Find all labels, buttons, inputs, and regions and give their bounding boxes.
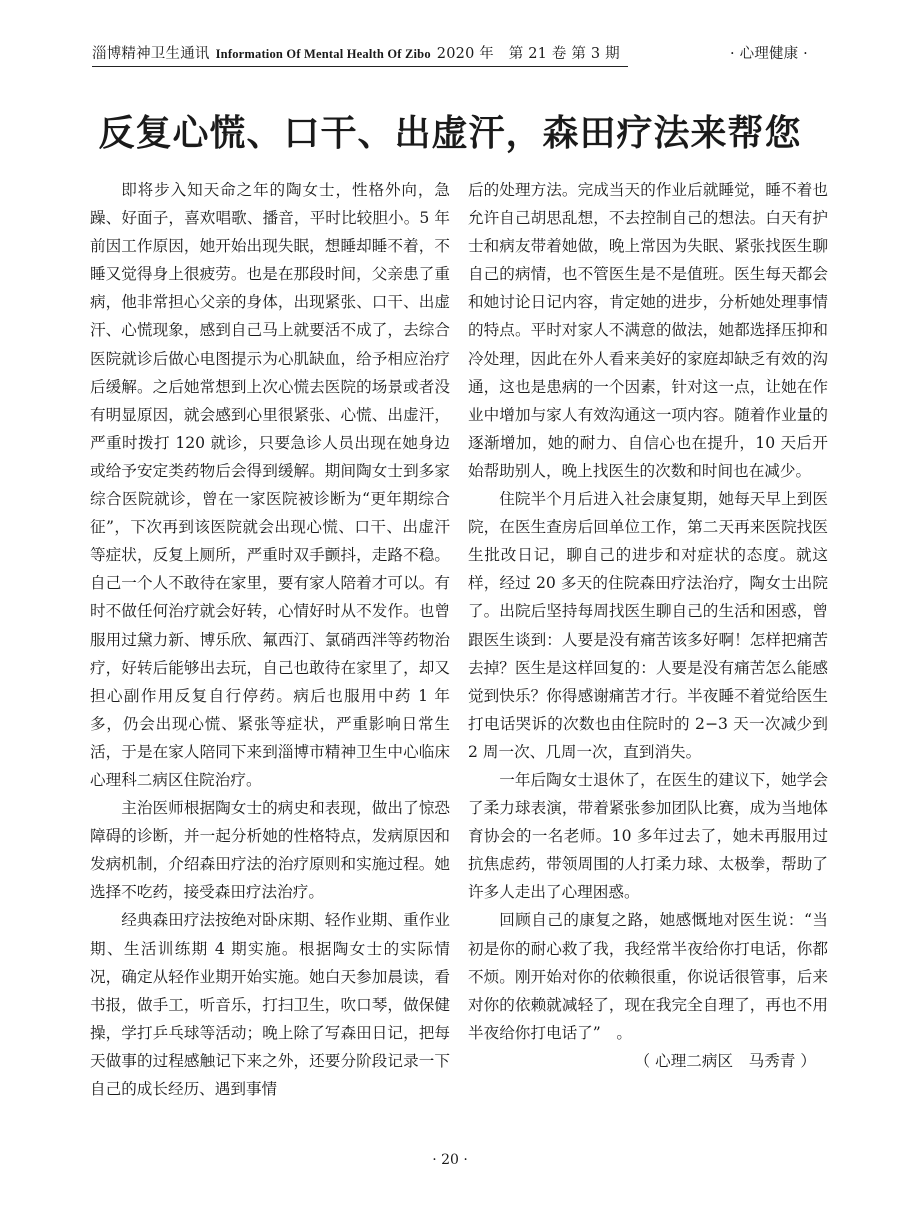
journal-english-name: Information Of Mental Health Of Zibo (215, 47, 431, 61)
journal-name: 淄博精神卫生通讯 (92, 46, 210, 62)
column-right (468, 176, 828, 1075)
author-signature: （ 心理二病区 马秀青 ） (634, 1051, 816, 1070)
paragraph: 住院半个月后进入社会康复期，她每天早上到医院，在医生查房后回单位工作，第二天再来医院找医生批改日记，聊自己的进步和对症状的态度。就这样，经过 20 多天的住院森田疗法治疗，陶女士出院了。出院后坚持每周找医生聊自己的生活和困惑，曾跟医生谈到：人要是没有痛苦该多好啊！怎样把痛苦去掉？医生是这样回复的：人要是没有痛苦怎么能感觉到快乐？你得感谢痛苦才行。半夜睡不着觉给医生打电话哭诉的次数也由住院时的 2−3 天一次减少到 2 周一次、几周一次，直到消失。 (468, 490, 828, 761)
paragraph: 回顾自己的康复之路，她感慨地对医生说：“当初是你的耐心救了我，我经常半夜给你打电话，你都不烦。刚开始对你的依赖很重，你说话很管事，后来对你的依赖就减轻了，现在我完全自理了，再也不用半夜给你打电话了” 。 (468, 911, 828, 1042)
paragraph: 一年后陶女士退休了，在医生的建议下，她学会了柔力球表演，带着紧张参加团队比赛，成为当地体育协会的一名老师。10 多年过去了，她未再服用过抗焦虑药，带领周围的人打柔力球、太极拳，帮助了许多人走出了心理困惑。 (468, 770, 828, 902)
running-header (92, 38, 808, 66)
paragraph: 即将步入知天命之年的陶女士，性格外向，急躁、好面子，喜欢唱歌、播音，平时比较胆小。5 年前因工作原因，她开始出现失眠，想睡却睡不着，不睡又觉得身上很疲劳。也是在那段时间，父亲患了重病，他非常担心父亲的身体，出现紧张、口干、出虚汗、心慌现象，感到自己马上就要活不成了，去综合医院就诊后做心电图提示为心肌缺血，给予相应治疗后缓解。之后她常想到上次心慌去医院的场景或者没有明显原因，就会感到心里很紧张、心慌、出虚汗，严重时拨打 120 就诊，只要急诊人员出现在她身边或给予安定类药物后会得到缓解。期间陶女士到多家综合医院就诊，曾在一家医院被诊断为“更年期综合征”，下次再到该医院就会出现心慌、口干、出虚汗等症状，反复上厕所，严重时双手颤抖，走路不稳。自己一个人不敢待在家里，要有家人陪着才可以。有时不做任何治疗就会好转，心情好时从不发作。也曾服用过黛力新、博乐欣、氟西汀、氯硝西泮等药物治疗，好转后能够出去玩，自己也敢待在家里了，却又担心副作用反复自行停药。病后也服用中药 1 年多，仍会出现心慌、紧张等症状，严重影响日常生活，于是在家人陪同下来到淄博市精神卫生中心临床心理科二病区住院治疗。 (90, 181, 450, 789)
journal-info (92, 44, 620, 64)
page-number: · 20 · (432, 1152, 468, 1168)
paragraph: 主治医师根据陶女士的病史和表现，做出了惊恐障碍的诊断，并一起分析她的性格特点，发病原因和发病机制，介绍森田疗法的治疗原则和实施过程。她选择不吃药，接受森田疗法治疗。 (90, 799, 450, 902)
paragraph-continuation: 后的处理方法。完成当天的作业后就睡觉，睡不着也允许自己胡思乱想，不去控制自己的想法。白天有护士和病友带着她做，晚上常因为失眠、紧张找医生聊自己的病情，也不管医生是不是值班。医生每天都会和她讨论日记内容，肯定她的进步，分析她处理事情的特点。平时对家人不满意的做法，她都选择压抑和冷处理，因此在外人看来美好的家庭却缺乏有效的沟通，这也是患病的一个因素，针对这一点，让她在作业中增加与家人有效沟通这一项内容。随着作业量的逐渐增加，她的耐力、自信心也在提升，10 天后开始帮助别人，晚上找医生的次数和时间也在减少。 (468, 181, 828, 480)
article-title: 反复心慌、口干、出虚汗，森田疗法来帮您 (98, 112, 802, 154)
section-label: · 心理健康 · (729, 46, 808, 62)
paragraph: 经典森田疗法按绝对卧床期、轻作业期、重作业期、生活训练期 4 期实施。根据陶女士的实际情况，确定从轻作业期开始实施。她白天参加晨读，看书报，做手工，听音乐，打扫卫生，吹口琴，做保健操，学打乒乓球等活动；晚上除了写森田日记，把每天做事的过程感触记下来之外，还要分阶段记录一下自己的成长经历、遇到事情 (90, 911, 450, 1098)
header-rule (92, 66, 628, 67)
column-left (90, 176, 450, 1103)
issue-info: 2020 年 第 21 卷 第 3 期 (436, 46, 620, 62)
